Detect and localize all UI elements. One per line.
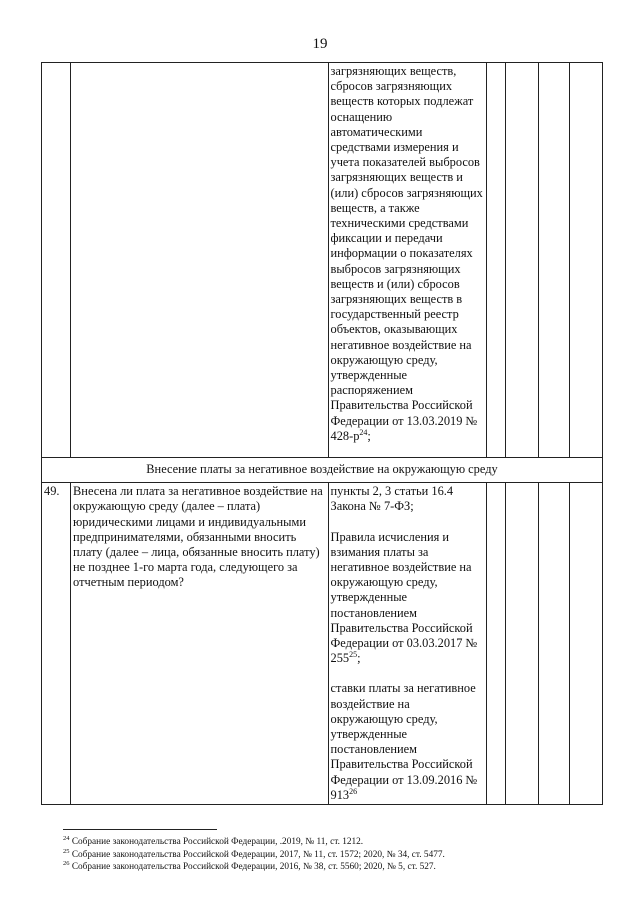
law-reference-3 <box>331 681 484 803</box>
footnote <box>63 861 583 874</box>
item-number: 49. <box>42 483 71 805</box>
footnote <box>63 836 583 849</box>
footnote-ref: 26 <box>349 786 358 796</box>
footnote-text: Собрание законодательства Российской Федерации, 2017, № 11, ст. 1572; 2020, № 34, ст. 5477. <box>71 849 445 860</box>
section-header-row <box>42 458 603 483</box>
law-text: загрязняющих веществ, сбросов загрязняющих веществ которых подлежат оснащению автоматическими средствами измерения и учета показателей выбросов загрязняющих веществ и (или) сбросов загрязняющих веществ, а также техническими средствами фиксации и передачи информации о показателях выбросов загрязняющих веществ и (или) сбросов загрязняющих веществ в государственный реестр объектов, оказывающих негативное воздействие на окружающую среду, утвержденные распоряжением Правительства Российской Федерации от 13.03.2019 № 428-р <box>330 64 483 443</box>
answer-cell-na <box>538 63 569 458</box>
page-number: 19 <box>312 36 328 52</box>
footnotes <box>63 836 583 874</box>
law-reference-1: пункты 2, 3 статьи 16.4 Закона № 7-ФЗ; <box>330 484 454 514</box>
answer-cell-no <box>505 63 538 458</box>
footnote <box>63 849 583 862</box>
footnote-text: Собрание законодательства Российской Федерации, .2019, № 11, ст. 1212. <box>71 837 364 847</box>
question-text: Внесена ли плата за негативное воздействие на окружающую среду (далее – плата) юридическими лицами и индивидуальными предпринимателями, обязанными вносить плату (далее – лица, обязанные вносить плату) не позднее 1-го марта года, следующего за отчетным периодом? <box>71 483 328 805</box>
notes-cell <box>569 63 602 458</box>
law-text: Правила исчисления и взимания платы за негативное воздействие на окружающую среду, утвержденные постановлением Правительства Российской Федерации от 03.03.2017 № 255 <box>330 529 478 666</box>
footnote-ref: 25 <box>349 650 358 660</box>
table-row <box>42 483 603 805</box>
checklist-table <box>41 62 603 805</box>
question-cell <box>71 63 328 458</box>
footnote-text: Собрание законодательства Российской Федерации, 2016, № 38, ст. 5560; 2020, № 5, ст. 527. <box>71 862 436 873</box>
footnote-number: 24 <box>63 834 70 842</box>
requirements-cell <box>328 63 486 458</box>
answer-cell-yes <box>486 483 505 805</box>
section-title: Внесение платы за негативное воздействие на окружающую среду <box>42 458 603 483</box>
requirements-cell <box>328 483 486 805</box>
footnote-separator <box>63 829 217 830</box>
notes-cell <box>569 483 602 805</box>
table-row <box>42 63 603 458</box>
law-reference-2 <box>331 530 484 667</box>
answer-cell-no <box>505 483 538 805</box>
footnote-ref: 24 <box>359 427 368 437</box>
law-tail: ; <box>367 428 371 443</box>
answer-cell-yes <box>486 63 505 458</box>
answer-cell-na <box>538 483 569 805</box>
footnote-number: 25 <box>63 847 70 855</box>
law-text: ставки платы за негативное воздействие на окружающую среду, утвержденные постановлением Правительства Российской Федерации от 13.09.2016 № 913 <box>330 681 478 802</box>
number-cell <box>42 63 71 458</box>
footnote-number: 26 <box>63 860 70 868</box>
law-tail: ; <box>357 651 361 666</box>
